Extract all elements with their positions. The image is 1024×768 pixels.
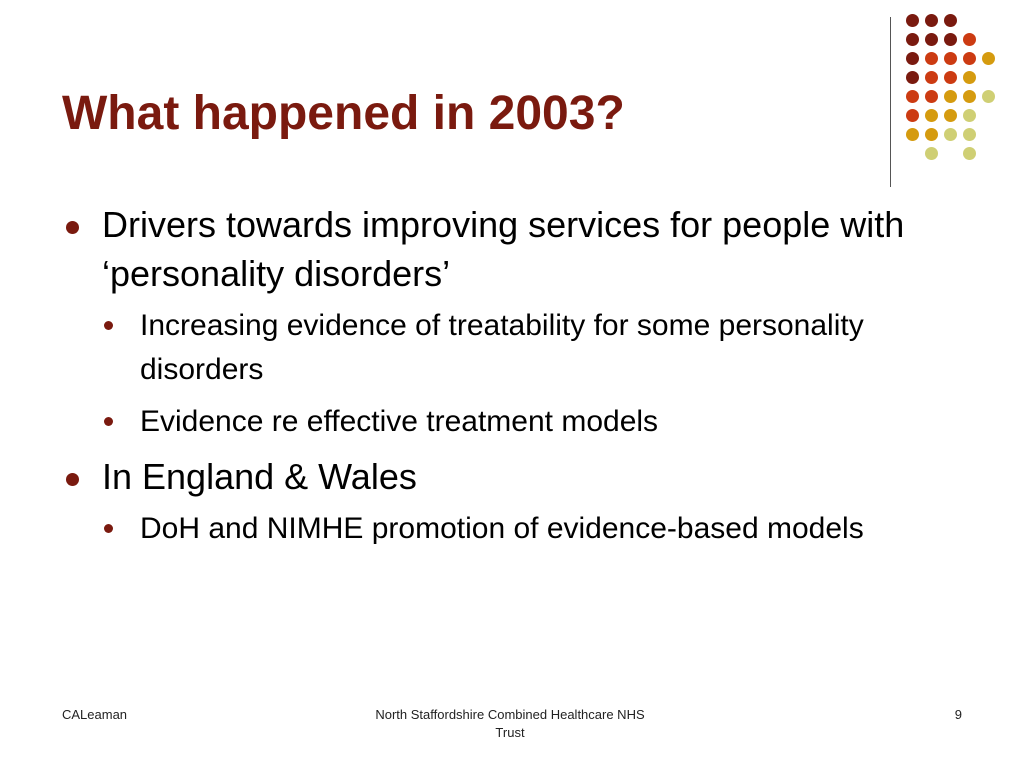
decorative-dot — [963, 128, 976, 141]
bullet-list — [60, 200, 980, 559]
decorative-dot — [906, 109, 919, 122]
decorative-dot — [944, 128, 957, 141]
decorative-dot — [925, 33, 938, 46]
decorative-dot — [963, 52, 976, 65]
bullet-dot-icon — [104, 524, 113, 533]
decorative-dot-grid — [906, 10, 1016, 170]
bullet-dot-icon — [66, 221, 79, 234]
decorative-dot — [963, 90, 976, 103]
decorative-dot — [944, 14, 957, 27]
decorative-dot — [963, 71, 976, 84]
decorative-dot — [944, 90, 957, 103]
sub-bullet-item — [60, 507, 980, 551]
sub-bullet-text: Evidence re effective treatment models — [140, 405, 659, 438]
decorative-dot — [906, 14, 919, 27]
bullet-item — [60, 200, 980, 298]
decorative-dot — [925, 71, 938, 84]
bullet-dot-icon — [104, 321, 113, 330]
decorative-dot — [944, 109, 957, 122]
decorative-dot — [963, 33, 976, 46]
decorative-dot — [925, 14, 938, 27]
sub-bullet-text: DoH and NIMHE promotion of evidence-based models — [140, 512, 864, 545]
decorative-dot — [925, 52, 938, 65]
decorative-dot — [906, 52, 919, 65]
bullet-dot-icon — [104, 417, 113, 426]
footer-author: CALeaman — [62, 707, 128, 722]
bullet-dot-icon — [66, 473, 79, 486]
sub-bullet-text: Increasing evidence of treatability for some personality disorders — [140, 309, 864, 386]
bullet-item — [60, 452, 980, 501]
decorative-dot — [906, 90, 919, 103]
decorative-dot — [963, 109, 976, 122]
decorative-dot — [925, 90, 938, 103]
decorative-dot — [906, 128, 919, 141]
footer-page-number: 9 — [954, 707, 962, 722]
decorative-dot — [906, 71, 919, 84]
decorative-dot — [925, 128, 938, 141]
bullet-text: In England & Wales — [102, 456, 417, 497]
title-divider-line — [890, 17, 891, 187]
decorative-dot — [944, 33, 957, 46]
decorative-dot — [925, 109, 938, 122]
sub-bullet-item — [60, 304, 980, 392]
slide-title: What happened in 2003? — [62, 87, 625, 140]
bullet-text: Drivers towards improving services for people with ‘personality disorders’ — [102, 204, 905, 294]
decorative-dot — [982, 52, 995, 65]
decorative-dot — [944, 71, 957, 84]
footer-organization — [330, 706, 690, 742]
decorative-dot — [963, 147, 976, 160]
footer-organization-line1: North Staffordshire Combined Healthcare NHS — [375, 707, 645, 722]
decorative-dot — [925, 147, 938, 160]
sub-bullet-item — [60, 400, 980, 444]
decorative-dot — [906, 33, 919, 46]
decorative-dot — [982, 90, 995, 103]
footer-organization-line2: Trust — [495, 725, 525, 740]
decorative-dot — [944, 52, 957, 65]
